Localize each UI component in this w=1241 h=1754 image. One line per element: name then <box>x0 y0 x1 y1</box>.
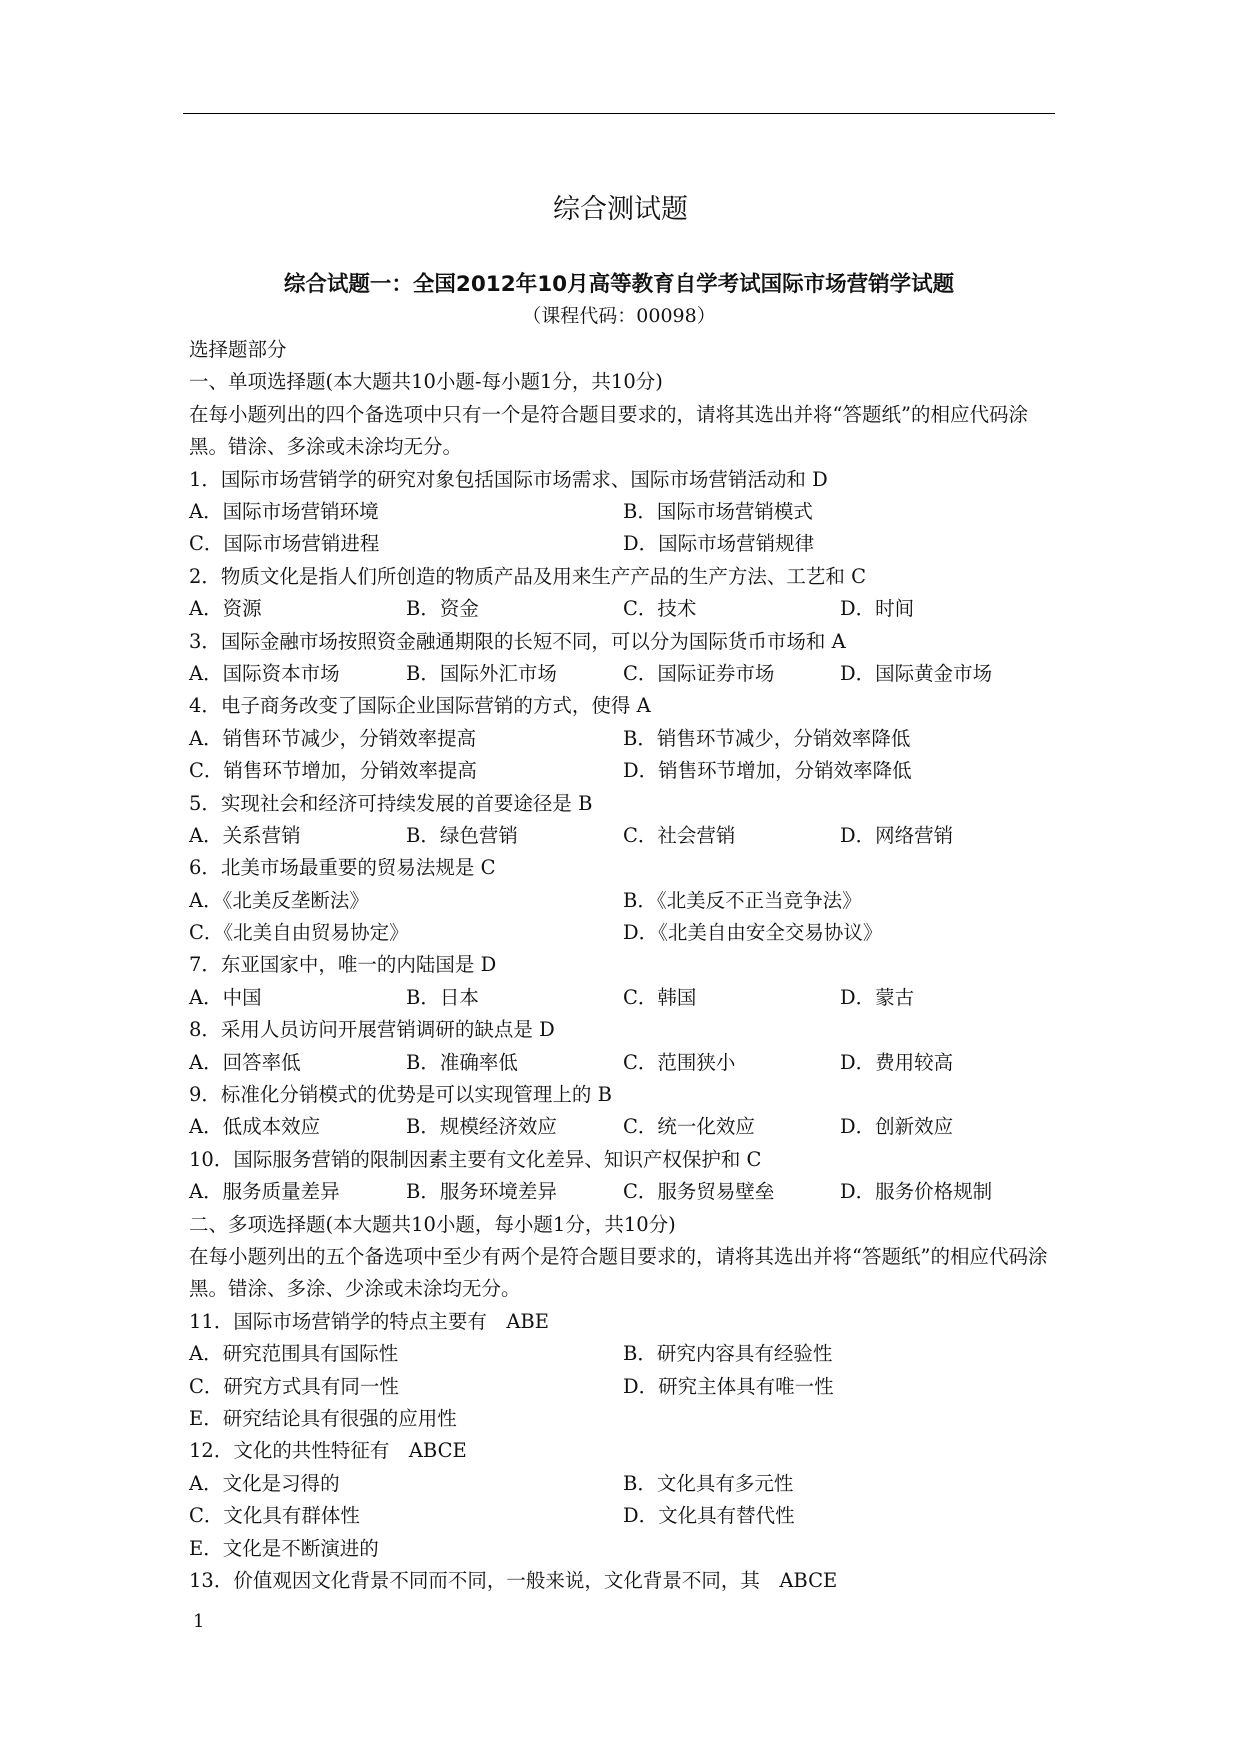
question-options <box>189 723 1057 755</box>
question-stem: 6．北美市场最重要的贸易法规是 C <box>189 856 496 880</box>
option: A．关系营销 <box>189 823 301 847</box>
question-stem: 12．文化的共性特征有 ABCE <box>189 1439 467 1463</box>
option: C．社会营销 <box>623 823 736 847</box>
option: D．蒙古 <box>840 985 915 1009</box>
option: C．销售环节增加，分销效率提高 <box>189 759 477 783</box>
option: A．资源 <box>189 597 262 621</box>
question-stem: 7．东亚国家中，唯一的内陆国是 D <box>189 953 497 977</box>
question-options <box>189 1047 1057 1079</box>
question-stem: 3．国际金融市场按照资金融通期限的长短不同，可以分为国际货币市场和 A <box>189 629 846 653</box>
option: B．日本 <box>406 985 479 1009</box>
section2-heading: 二、多项选择题(本大题共10小题，每小题1分，共10分) <box>189 1212 676 1236</box>
option: D．研究主体具有唯一性 <box>623 1374 834 1398</box>
question-options <box>189 1468 1057 1500</box>
option: A．研究范围具有国际性 <box>189 1342 399 1366</box>
question-options <box>189 755 1057 787</box>
option: A．文化是习得的 <box>189 1471 340 1495</box>
option: C．研究方式具有同一性 <box>189 1374 399 1398</box>
page-number: 1 <box>193 1611 205 1632</box>
page-title: 综合测试题 <box>553 194 688 225</box>
option: C．国际证券市场 <box>623 661 775 685</box>
question-stem: 13．价值观因文化背景不同而不同，一般来说，文化背景不同，其 ABCE <box>189 1568 838 1592</box>
question-options <box>189 1338 1057 1370</box>
question-options <box>189 1371 1057 1403</box>
option: D．费用较高 <box>840 1050 954 1074</box>
section1-heading: 一、单项选择题(本大题共10小题-每小题1分，共10分) <box>189 370 663 394</box>
question-options <box>189 1111 1057 1143</box>
exam-content <box>189 334 1057 1597</box>
option: D．《北美自由安全交易协议》 <box>623 921 883 945</box>
option: C．技术 <box>623 597 697 621</box>
option: D．国际黄金市场 <box>840 661 993 685</box>
option: E．研究结论具有很强的应用性 <box>189 1406 457 1430</box>
option: B．研究内容具有经验性 <box>623 1342 833 1366</box>
option: A．国际市场营销环境 <box>189 499 379 523</box>
option: A．《北美反垄断法》 <box>189 888 369 912</box>
question-stem: 4．电子商务改变了国际企业国际营销的方式，使得 A <box>189 694 651 718</box>
option: D．网络营销 <box>840 823 954 847</box>
option: D．时间 <box>840 597 915 621</box>
option: B．规模经济效应 <box>406 1115 557 1139</box>
question-options <box>189 885 1057 917</box>
option: D．服务价格规制 <box>840 1180 993 1204</box>
question-options <box>189 820 1057 852</box>
question-stem: 9．标准化分销模式的优势是可以实现管理上的 B <box>189 1083 612 1107</box>
question-options <box>189 1500 1057 1532</box>
section2-instruction: 在每小题列出的五个备选项中至少有两个是符合题目要求的，请将其选出并将“答题纸”的相应代码涂黑。错涂、多涂、少涂或未涂均无分。 <box>189 1244 1048 1301</box>
question-options <box>189 1176 1057 1208</box>
option: B．销售环节减少，分销效率降低 <box>623 726 911 750</box>
course-code: （课程代码：00098） <box>522 305 716 327</box>
option: B．绿色营销 <box>406 823 518 847</box>
option: A．国际资本市场 <box>189 661 340 685</box>
option: B．《北美反不正当竞争法》 <box>623 888 862 912</box>
option: A．服务质量差异 <box>189 1180 340 1204</box>
option: C．韩国 <box>623 985 697 1009</box>
question-stem: 11．国际市场营销学的特点主要有 ABE <box>189 1309 549 1333</box>
question-stem: 2．物质文化是指人们所创造的物质产品及用来生产产品的生产方法、工艺和 C <box>189 564 867 588</box>
option: D．国际市场营销规律 <box>623 532 815 556</box>
exam-subtitle: 综合试题一：全国2012年10月高等教育自学考试国际市场营销学试题 <box>283 272 955 297</box>
option: C．统一化效应 <box>623 1115 755 1139</box>
section-label: 选择题部分 <box>189 338 287 361</box>
option: B．国际外汇市场 <box>406 661 557 685</box>
option: A．销售环节减少，分销效率提高 <box>189 726 477 750</box>
question-stem: 1．国际市场营销学的研究对象包括国际市场需求、国际市场营销活动和 D <box>189 467 828 491</box>
question-options <box>189 528 1057 560</box>
option: B．文化具有多元性 <box>623 1471 794 1495</box>
question-options <box>189 658 1057 690</box>
question-options <box>189 982 1057 1014</box>
question-options <box>189 496 1057 528</box>
option: B．资金 <box>406 597 479 621</box>
option: B．准确率低 <box>406 1050 518 1074</box>
question-options <box>189 593 1057 625</box>
option: C．文化具有群体性 <box>189 1504 360 1528</box>
option: B．服务环境差异 <box>406 1180 557 1204</box>
option: D．创新效应 <box>840 1115 954 1139</box>
option: D．文化具有替代性 <box>623 1504 795 1528</box>
option: A．中国 <box>189 985 262 1009</box>
option: B．国际市场营销模式 <box>623 499 813 523</box>
option: A．低成本效应 <box>189 1115 321 1139</box>
option: C．范围狭小 <box>623 1050 736 1074</box>
option: C．《北美自由贸易协定》 <box>189 921 409 945</box>
question-options <box>189 917 1057 949</box>
question-stem: 5．实现社会和经济可持续发展的首要途径是 B <box>189 791 593 815</box>
header-rule <box>183 113 1055 114</box>
question-stem: 10．国际服务营销的限制因素主要有文化差异、知识产权保护和 C <box>189 1147 762 1171</box>
option: D．销售环节增加，分销效率降低 <box>623 759 912 783</box>
option: C．服务贸易壁垒 <box>623 1180 775 1204</box>
option: C．国际市场营销进程 <box>189 532 380 556</box>
option: E．文化是不断演进的 <box>189 1536 379 1560</box>
question-stem: 8．采用人员访问开展营销调研的缺点是 D <box>189 1018 555 1042</box>
option: A．回答率低 <box>189 1050 301 1074</box>
section1-instruction: 在每小题列出的四个备选项中只有一个是符合题目要求的，请将其选出并将“答题纸”的相应代码涂黑。错涂、多涂或未涂均无分。 <box>189 402 1028 459</box>
